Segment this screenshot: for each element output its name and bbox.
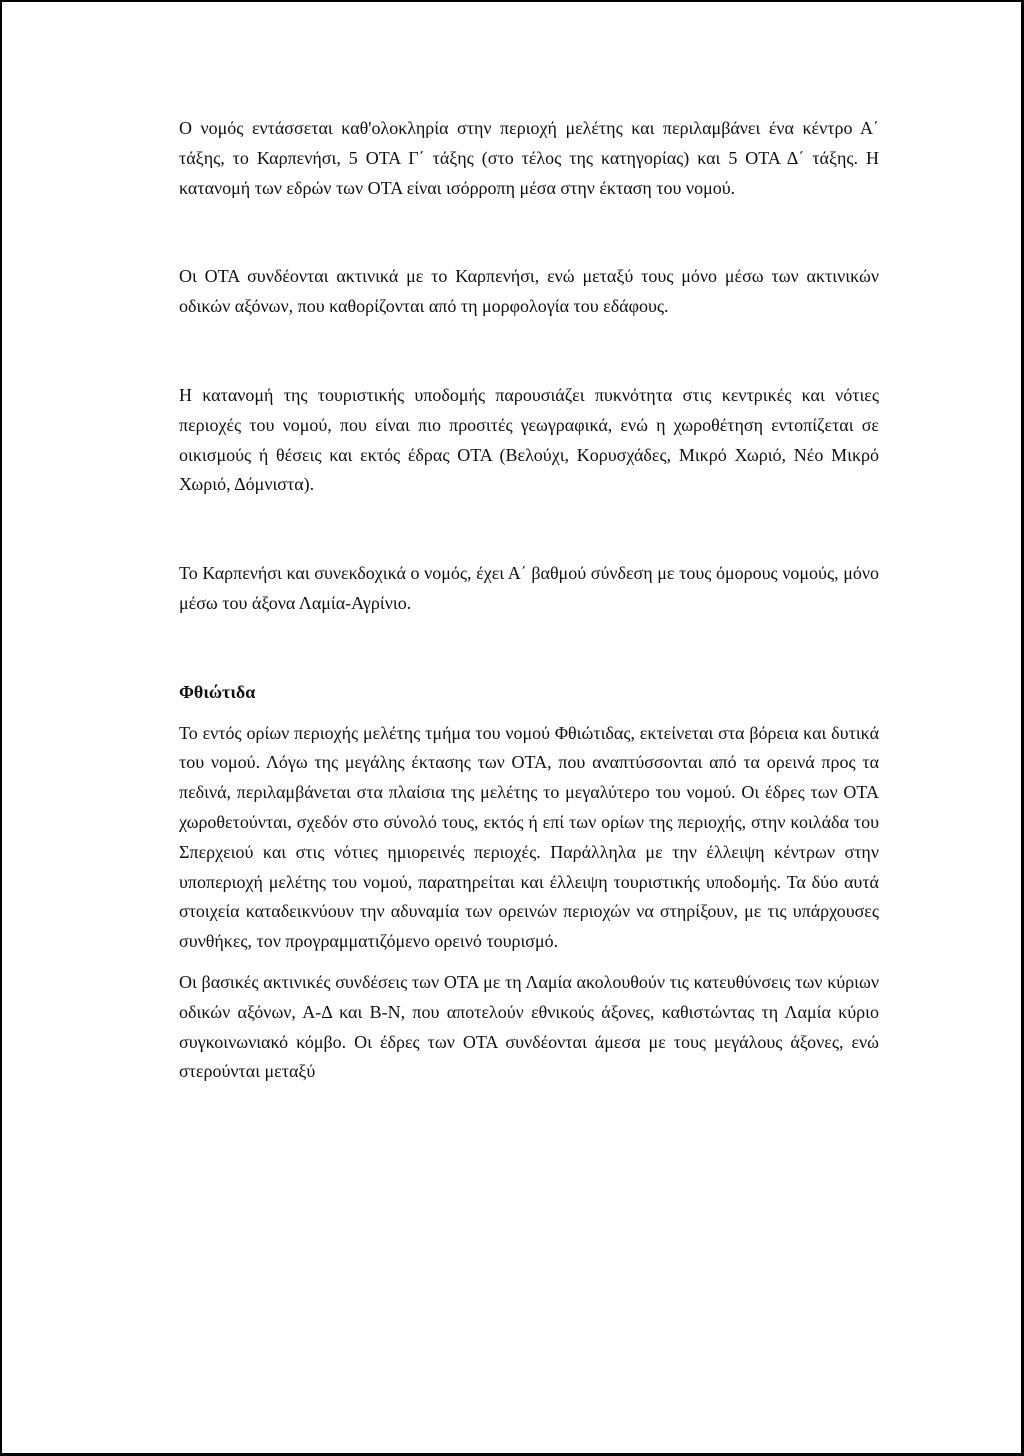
paragraph-evrytania-centers: Ο νομός εντάσσεται καθ'ολοκληρία στην περιοχή μελέτης και περιλαμβάνει ένα κέντρο Α΄ τάξης, το Καρπενήσι, 5 ΟΤΑ Γ΄ τάξης (στο τέλος της κατηγορίας) και 5 ΟΤΑ Δ΄ τάξης. Η κατανομή των εδρών των ΟΤΑ είναι ισόρροπη μέσα στην έκταση του νομού. [179, 118, 879, 198]
paragraph-evrytania-connections: Οι ΟΤΑ συνδέονται ακτινικά με το Καρπενήσι, ενώ μεταξύ τους μόνο μέσω των ακτινικών οδικών αξόνων, που καθορίζονται από τη μορφολογία του εδάφους. [179, 266, 879, 317]
document-body [179, 114, 879, 1087]
paragraph-evrytania-links: Το Καρπενήσι και συνεκδοχικά ο νομός, έχει Α΄ βαθμού σύνδεση με τους όμορους νομούς, μόνο μέσω του άξονα Λαμία-Αγρίνιο. [179, 563, 879, 613]
paragraph-fthiotida-connections: Οι βασικές ακτινικές συνδέσεις των ΟΤΑ με τη Λαμία ακολουθούν τις κατευθύνσεις των κύριων οδικών αξόνων, Α-Δ και Β-Ν, που αποτελούν εθνικούς άξονες, καθιστώντας τη Λαμία κύριο συγκοινωνιακό κόμβο. Οι έδρες των ΟΤΑ συνδέονται άμεσα με τους μεγάλους άξονες, ενώ στερούνται μεταξύ [179, 971, 879, 1082]
paragraph-fthiotida-area: Το εντός ορίων περιοχής μελέτης τμήμα του νομού Φθιώτιδας, εκτείνεται στα βόρεια και δυτικά του νομού. Λόγω της μεγάλης έκτασης των ΟΤΑ, που αναπτύσσονται από τα ορεινά προς τα πεδινά, περιλαμβάνεται στα πλαίσια της μελέτης το μεγαλύτερο του νομού. Οι έδρες των ΟΤΑ χωροθετούνται, σχεδόν στο σύνολό τους, εκτός ή επί των ορίων της περιοχής, στην κοιλάδα του Σπερχειού και στις νότιες ημιορεινές περιοχές. Παράλληλα με την έλλειψη κέντρων στην υποπεριοχή μελέτης του νομού, παρατηρείται και έλλειψη τουριστικής υποδομής. Τα δύο αυτά στοιχεία καταδεικνύουν την αδυναμία των ορεινών περιοχών να στηρίξουν, με τις υπάρχουσες συνθήκες, τον προγραμματιζόμενο ορεινό τουρισμό. [179, 722, 879, 952]
paragraph-evrytania-tourism: Η κατανομή της τουριστικής υποδομής παρουσιάζει πυκνότητα στις κεντρικές και νότιες περιοχές του νομού, που είναι πιο προσιτές γεωγραφικά, ενώ η χωροθέτηση εντοπίζεται σε οικισμούς ή θέσεις και εκτός έδρας ΟΤΑ (Βελούχι, Κορυσχάδες, Μικρό Χωριό, Νέο Μικρό Χωριό, Δόμνιστα). [179, 384, 879, 495]
document-page [2, 2, 1021, 1453]
section-heading-fthiotida: Φθιώτιδα [179, 681, 256, 702]
